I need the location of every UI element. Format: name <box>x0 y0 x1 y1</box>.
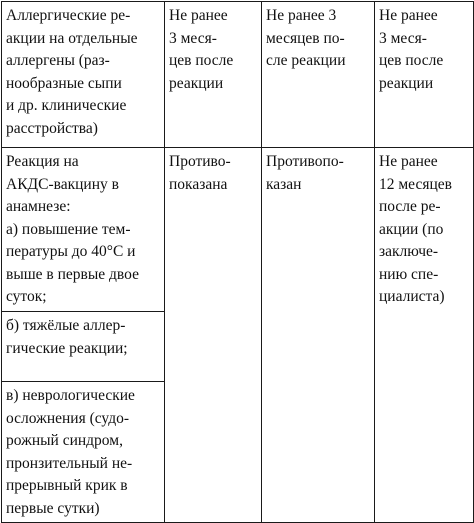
table-row <box>2 2 474 148</box>
table-cell-condition: Аллергические ре- акции на отдельные аллергены (раз- нообразные сыпи и др. клинические расстройства) <box>2 2 165 148</box>
table-cell-condition: Реакция на АКДС-вакцину в анамнезе: а) повышение тем- пературы до 40°С и выше в первые двое суток; <box>2 148 165 312</box>
table-cell: Не ранее 12 месяцев после ре- акции (по заключе- нию спе- циалиста) <box>375 148 474 523</box>
table-cell-condition: в) неврологические осложнения (судо- рожный синдром, пронзительный не- прерывный крик в первые сутки) <box>2 382 165 523</box>
table-row <box>2 148 474 312</box>
table-cell: Противо- показана <box>165 148 262 523</box>
table-cell-condition: б) тяжёлые аллер- гические реакции; <box>2 312 165 382</box>
table-cell: Противопо- казан <box>262 148 375 523</box>
table-cell: Не ранее 3 меся- цев после реакции <box>375 2 474 148</box>
table-cell: Не ранее 3 месяцев по- сле реакции <box>262 2 375 148</box>
vaccination-contraindications-table <box>1 1 474 523</box>
table-cell: Не ранее 3 меся- цев после реакции <box>165 2 262 148</box>
